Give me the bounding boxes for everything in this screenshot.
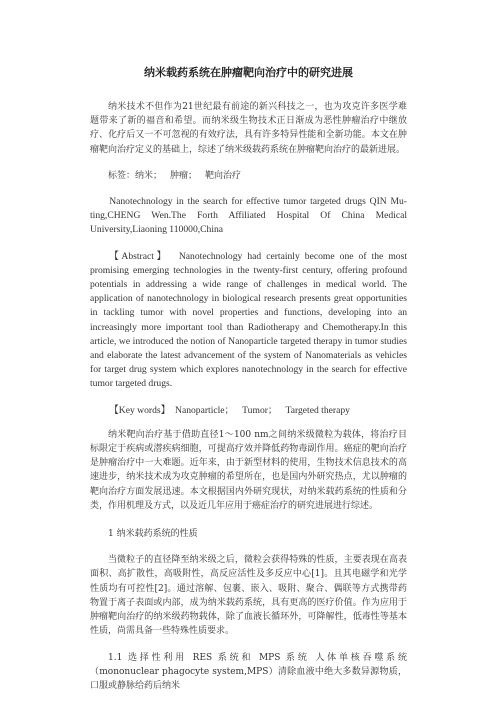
keyword-item: 纳米；: [135, 170, 163, 181]
intro-paragraph: 纳米靶向治疗基于借助直径1～100 nm之间纳米级微粒为载体，将治疗目标限定于疾病或潜疾病细胞，可提高疗效并降低药物毒副作用。癌症的靶向治疗是肿瘤治疗中一大难题。近年来，由于新型材料的使用，生物技术信息技术的高速进步，纳米技术成为攻克肿瘤的希望所在，也是国内外研究热点，尤以肿瘤的靶向治疗方面发展迅速。本文根据国内外研究现状，对纳米载药系统的性质和分类，作用机理及方式，以及近几年应用于癌症治疗的研究进展进行综述。: [90, 429, 407, 511]
keyword-item: 靶向治疗: [205, 170, 242, 181]
english-title-authors: Nanotechnology in the search for effective tumor targeted drugs QIN Mu-ting,CHENG Wen.The Forth Affiliated Hospital Of China Medical University,Liaoning 110000,China: [90, 196, 407, 236]
chinese-abstract: 纳米技术不但作为21世纪最有前途的新兴科技之一，也为攻克许多医学难题带来了新的福音和希望。而纳米级生物技术正日渐成为恶性肿瘤治疗中继放疗、化疗后又一不可忽视的有效疗法，具有许多特异性能和全新功能。本文在肿瘤靶向治疗定义的基础上，综述了纳米级载药系统在肿瘤靶向治疗的最新进展。: [90, 102, 407, 155]
keywords-en-label: 【Key words】: [109, 404, 171, 416]
keyword-en-item: Nanoparticle；: [175, 404, 235, 416]
section-paragraph: 当微粒子的直径降至纳米级之后，微粒会获得特殊的性质，主要表现在高表面积、高扩散性，高吸附性，高反应活性及多反应中心[1]。且其电磁学和光学性质均有可控性[2]。通过溶解、包裹、嵌入、吸附、聚合、偶联等方式携带药物置于离子表面或内部，成为纳米载药系统，具有更高的医疗价值。作为应用于肿瘤靶向治疗的纳米级药物载体，除了血液长循环外，可降解性，低毒性等基本性质，尚需具备一些特殊性质要求。: [90, 555, 407, 637]
section-heading: 1 纳米载药系统的性质: [108, 529, 198, 540]
keyword-en-item: Targeted therapy: [285, 404, 350, 416]
keyword-item: 肿瘤；: [170, 170, 198, 181]
english-abstract: [90, 250, 407, 392]
english-keywords: [90, 404, 407, 418]
keywords-label: 标签：: [108, 170, 136, 181]
keyword-en-item: Tumor；: [242, 404, 278, 416]
subsection-paragraph: 1.1 选择性利用 RES 系统和 MPS 系统 人体单核吞噬系统（mononuclear phagocyte system,MPS）清除血液中绝大多数异源物质，口服或静脉给药后纳米: [90, 652, 407, 691]
abstract-en-text: Nanotechnology had certainly become one of the most promising emerging technologies in the twenty-first century, offering profound potentials in addressing a wide range of challenges in medical world. The application of nanotechnology in biological research presents great opportunities in tackling tumor with novel properties and functions, developing into an increasingly more important tool than Radiotherapy and Chemotherapy.In this article, we introduced the notion of Nanoparticle targeted therapy in tumor studies and elaborate the latest advancement of the system of Nanomaterials as vehicles for target drug system which explores nanotechnology in the search for effective tumor targeted drugs.: [90, 250, 407, 390]
abstract-en-label: 【Abstract】: [109, 250, 169, 262]
paper-title: 纳米载药系统在肿瘤靶向治疗中的研究进展: [144, 66, 353, 79]
chinese-keywords: [90, 169, 407, 183]
